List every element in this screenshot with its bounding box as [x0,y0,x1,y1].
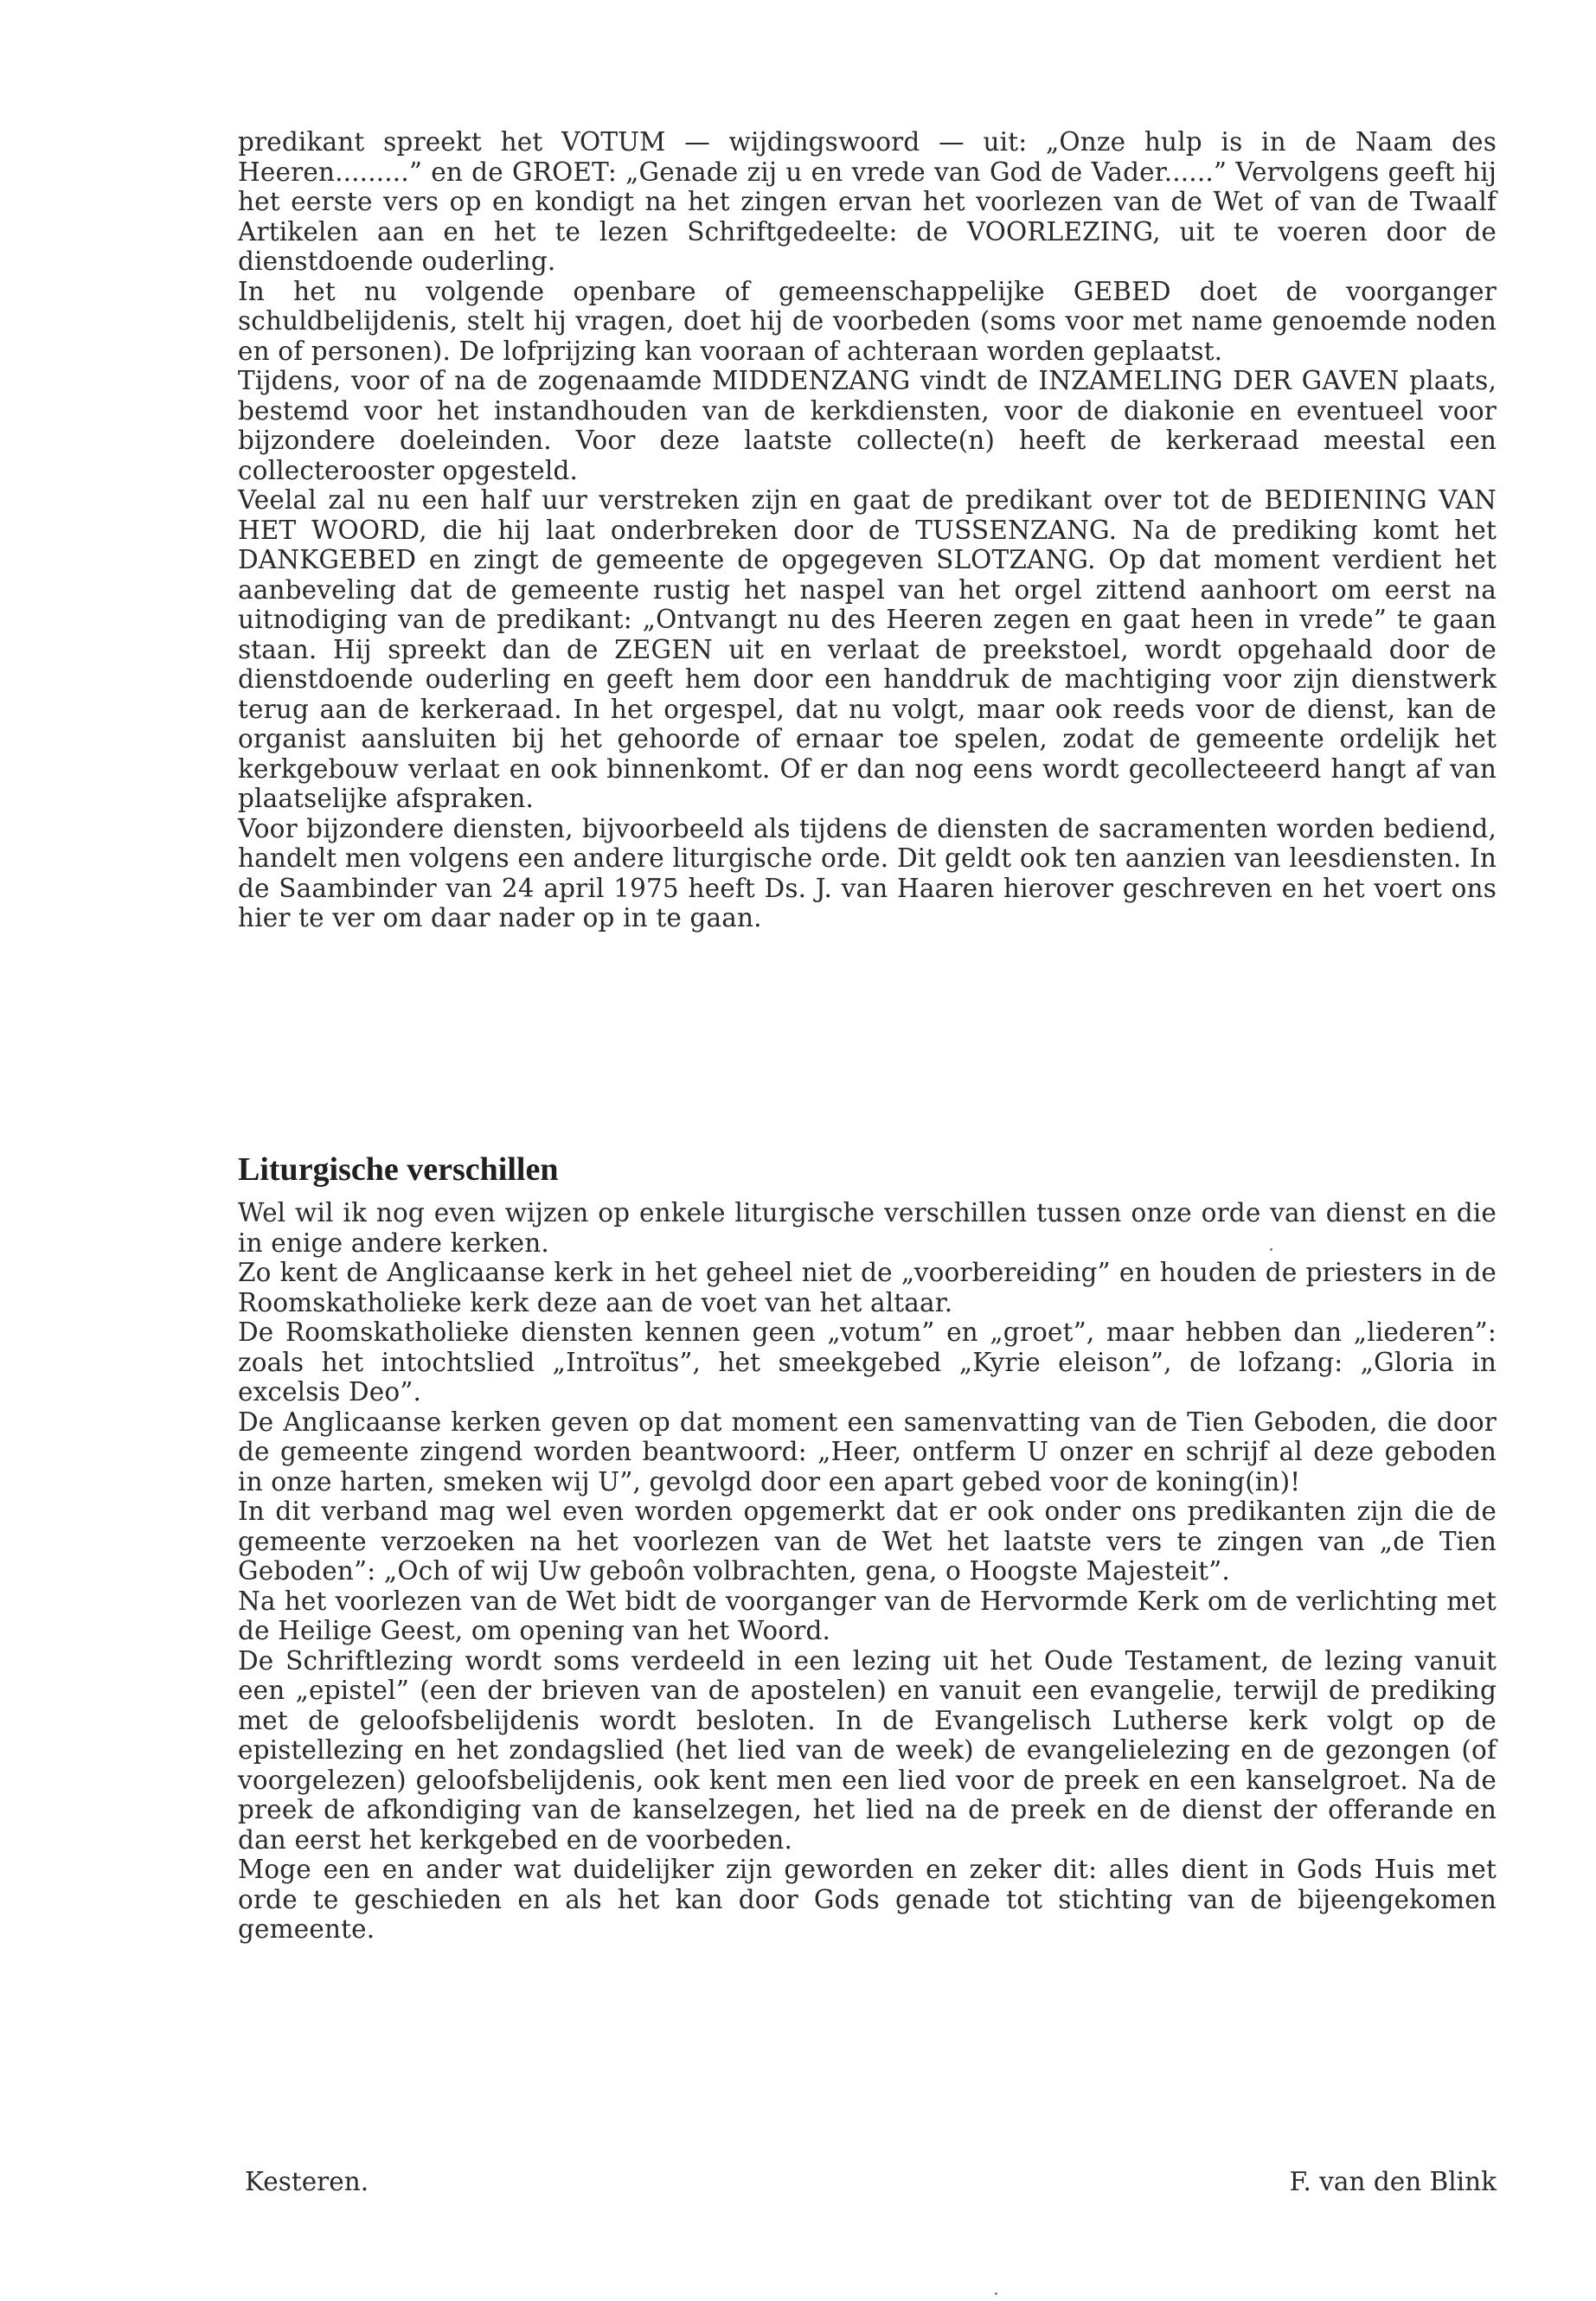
paragraph-predikanten: In dit verband mag wel even worden opgemerkt dat er ook onder ons predikanten zijn die de gemeente verzoeken na het voorlezen van de Wet het laatste vers te zingen van „de Tien Geboden”: „Och of wij Uw geboôn volbrachten, gena, o Hoogste Majesteit”. [238,1497,1497,1586]
paragraph-intro: Wel wil ik nog even wijzen op enkele liturgische verschillen tussen onze orde van dienst en die in enige andere kerken. [238,1198,1497,1258]
paragraph-bediening: Veelal zal nu een half uur verstreken zijn en gaat de predikant over tot de BEDIENING VAN HET WOORD, die hij laat onderbreken door de TUSSENZANG. Na de prediking komt het DANKGEBED en zingt de gemeente de opgegeven SLOTZANG. Op dat moment verdient het aanbeveling dat de gemeente rustig het naspel van het orgel zittend aanhoort om eerst na uitnodiging van de predikant: „Ontvangt nu des Heeren zegen en gaat heen in vrede” te gaan staan. Hij spreekt dan de ZEGEN uit en verlaat de preekstoel, wordt opgehaald door de dienstdoende ouderling en geeft hem door een handdruk de machtiging voor zijn dienstwerk terug aan de kerkeraad. In het orgespel, dat nu volgt, maar ook reeds voor de dienst, kan de organist aansluiten bij het gehoorde of ernaar toe spelen, zodat de gemeente ordelijk het kerkgebouw verlaat en ook binnenkomt. Of er dan nog eens wordt gecollecteeerd hangt af van plaatselijke afspraken. [238,485,1497,813]
scan-speck [995,2292,997,2295]
paragraph-schriftlezing: De Schriftlezing wordt soms verdeeld in een lezing uit het Oude Testament, de lezing vanuit een „epistel” (een der brieven van de apostelen) en vanuit een evangelie, terwijl de prediking met de geloofsbelijdenis wordt besloten. In de Evangelisch Lutherse kerk volgt op de epistellezing en het zondagslied (het lied van de week) de evangelielezing en de gezongen (of voorgelezen) geloofsbelijdenis, ook kent men een lied voor de preek en een kanselgroet. Na de preek de afkondiging van de kanselzegen, het lied na de preek en de dienst der offerande en dan eerst het kerkgebed en de voorbeden. [238,1645,1497,1855]
article-body-bottom [238,1198,1497,1945]
paragraph-votum: predikant spreekt het VOTUM — wijdingswoord — uit: „Onze hulp is in de Naam des Heeren.........” en de GROET: „Genade zij u en vrede van God de Vader......” Vervolgens geeft hij het eerste vers op en kondigt na het zingen ervan het voorlezen van de Wet of van de Twaalf Artikelen aan en het te lezen Schriftgedeelte: de VOORLEZING, uit te voeren door de dienstdoende ouderling. [238,127,1497,276]
signature-place: Kesteren. [245,2167,369,2196]
scan-speck [1270,1248,1272,1251]
paragraph-gebed: In het nu volgende openbare of gemeenschappelijke GEBED doet de voorganger schuldbelijdenis, stelt hij vragen, doet hij de voorbeden (soms voor met name genoemde noden en of personen). De lofprijzing kan vooraan of achteraan worden geplaatst. [238,276,1497,366]
signature-author: F. van den Blink [1289,2167,1497,2196]
article-body-top [238,127,1497,933]
paragraph-anglicaanse-voorbereiding: Zo kent de Anglicaanse kerk in het geheel niet de „voorbereiding” en houden de priesters in de Roomskatholieke kerk deze aan de voet van het altaar. [238,1258,1497,1317]
paragraph-bijzondere-diensten: Voor bijzondere diensten, bijvoorbeeld als tijdens de diensten de sacramenten worden bediend, handelt men volgens een andere liturgische orde. Dit geldt ook ten aanzien van leesdiensten. In de Saambinder van 24 april 1975 heeft Ds. J. van Haaren hierover geschreven en het voert ons hier te ver om daar nader op in te gaan. [238,813,1497,933]
paragraph-middenzang: Tijdens, voor of na de zogenaamde MIDDENZANG vindt de INZAMELING DER GAVEN plaats, bestemd voor het instandhouden van de kerkdiensten, voor de diakonie en eventueel voor bijzondere doeleinden. Voor deze laatste collecte(n) heeft de kerkeraad meestal een collecterooster opgesteld. [238,366,1497,485]
paragraph-hervormde-kerk: Na het voorlezen van de Wet bidt de voorganger van de Hervormde Kerk om de verlichting met de Heilige Geest, om opening van het Woord. [238,1586,1497,1645]
paragraph-tien-geboden: De Anglicaanse kerken geven op dat moment een samenvatting van de Tien Geboden, die door de gemeente zingend worden beantwoord: „Heer, ontferm U onzer en schrijf al deze geboden in onze harten, smeken wij U”, gevolgd door een apart gebed voor de koning(in)! [238,1407,1497,1497]
paragraph-slot: Moge een en ander wat duidelijker zijn geworden en zeker dit: alles dient in Gods Huis met orde te geschieden en als het kan door Gods genade tot stichting van de bijeengekomen gemeente. [238,1855,1497,1944]
paragraph-roomskatholieke: De Roomskatholieke diensten kennen geen „votum” en „groet”, maar hebben dan „liederen”: zoals het intochtslied „Introïtus”, het smeekgebed „Kyrie eleison”, de lofzang: „Gloria in excelsis Deo”. [238,1317,1497,1407]
section-heading: Liturgische verschillen [238,1151,559,1188]
